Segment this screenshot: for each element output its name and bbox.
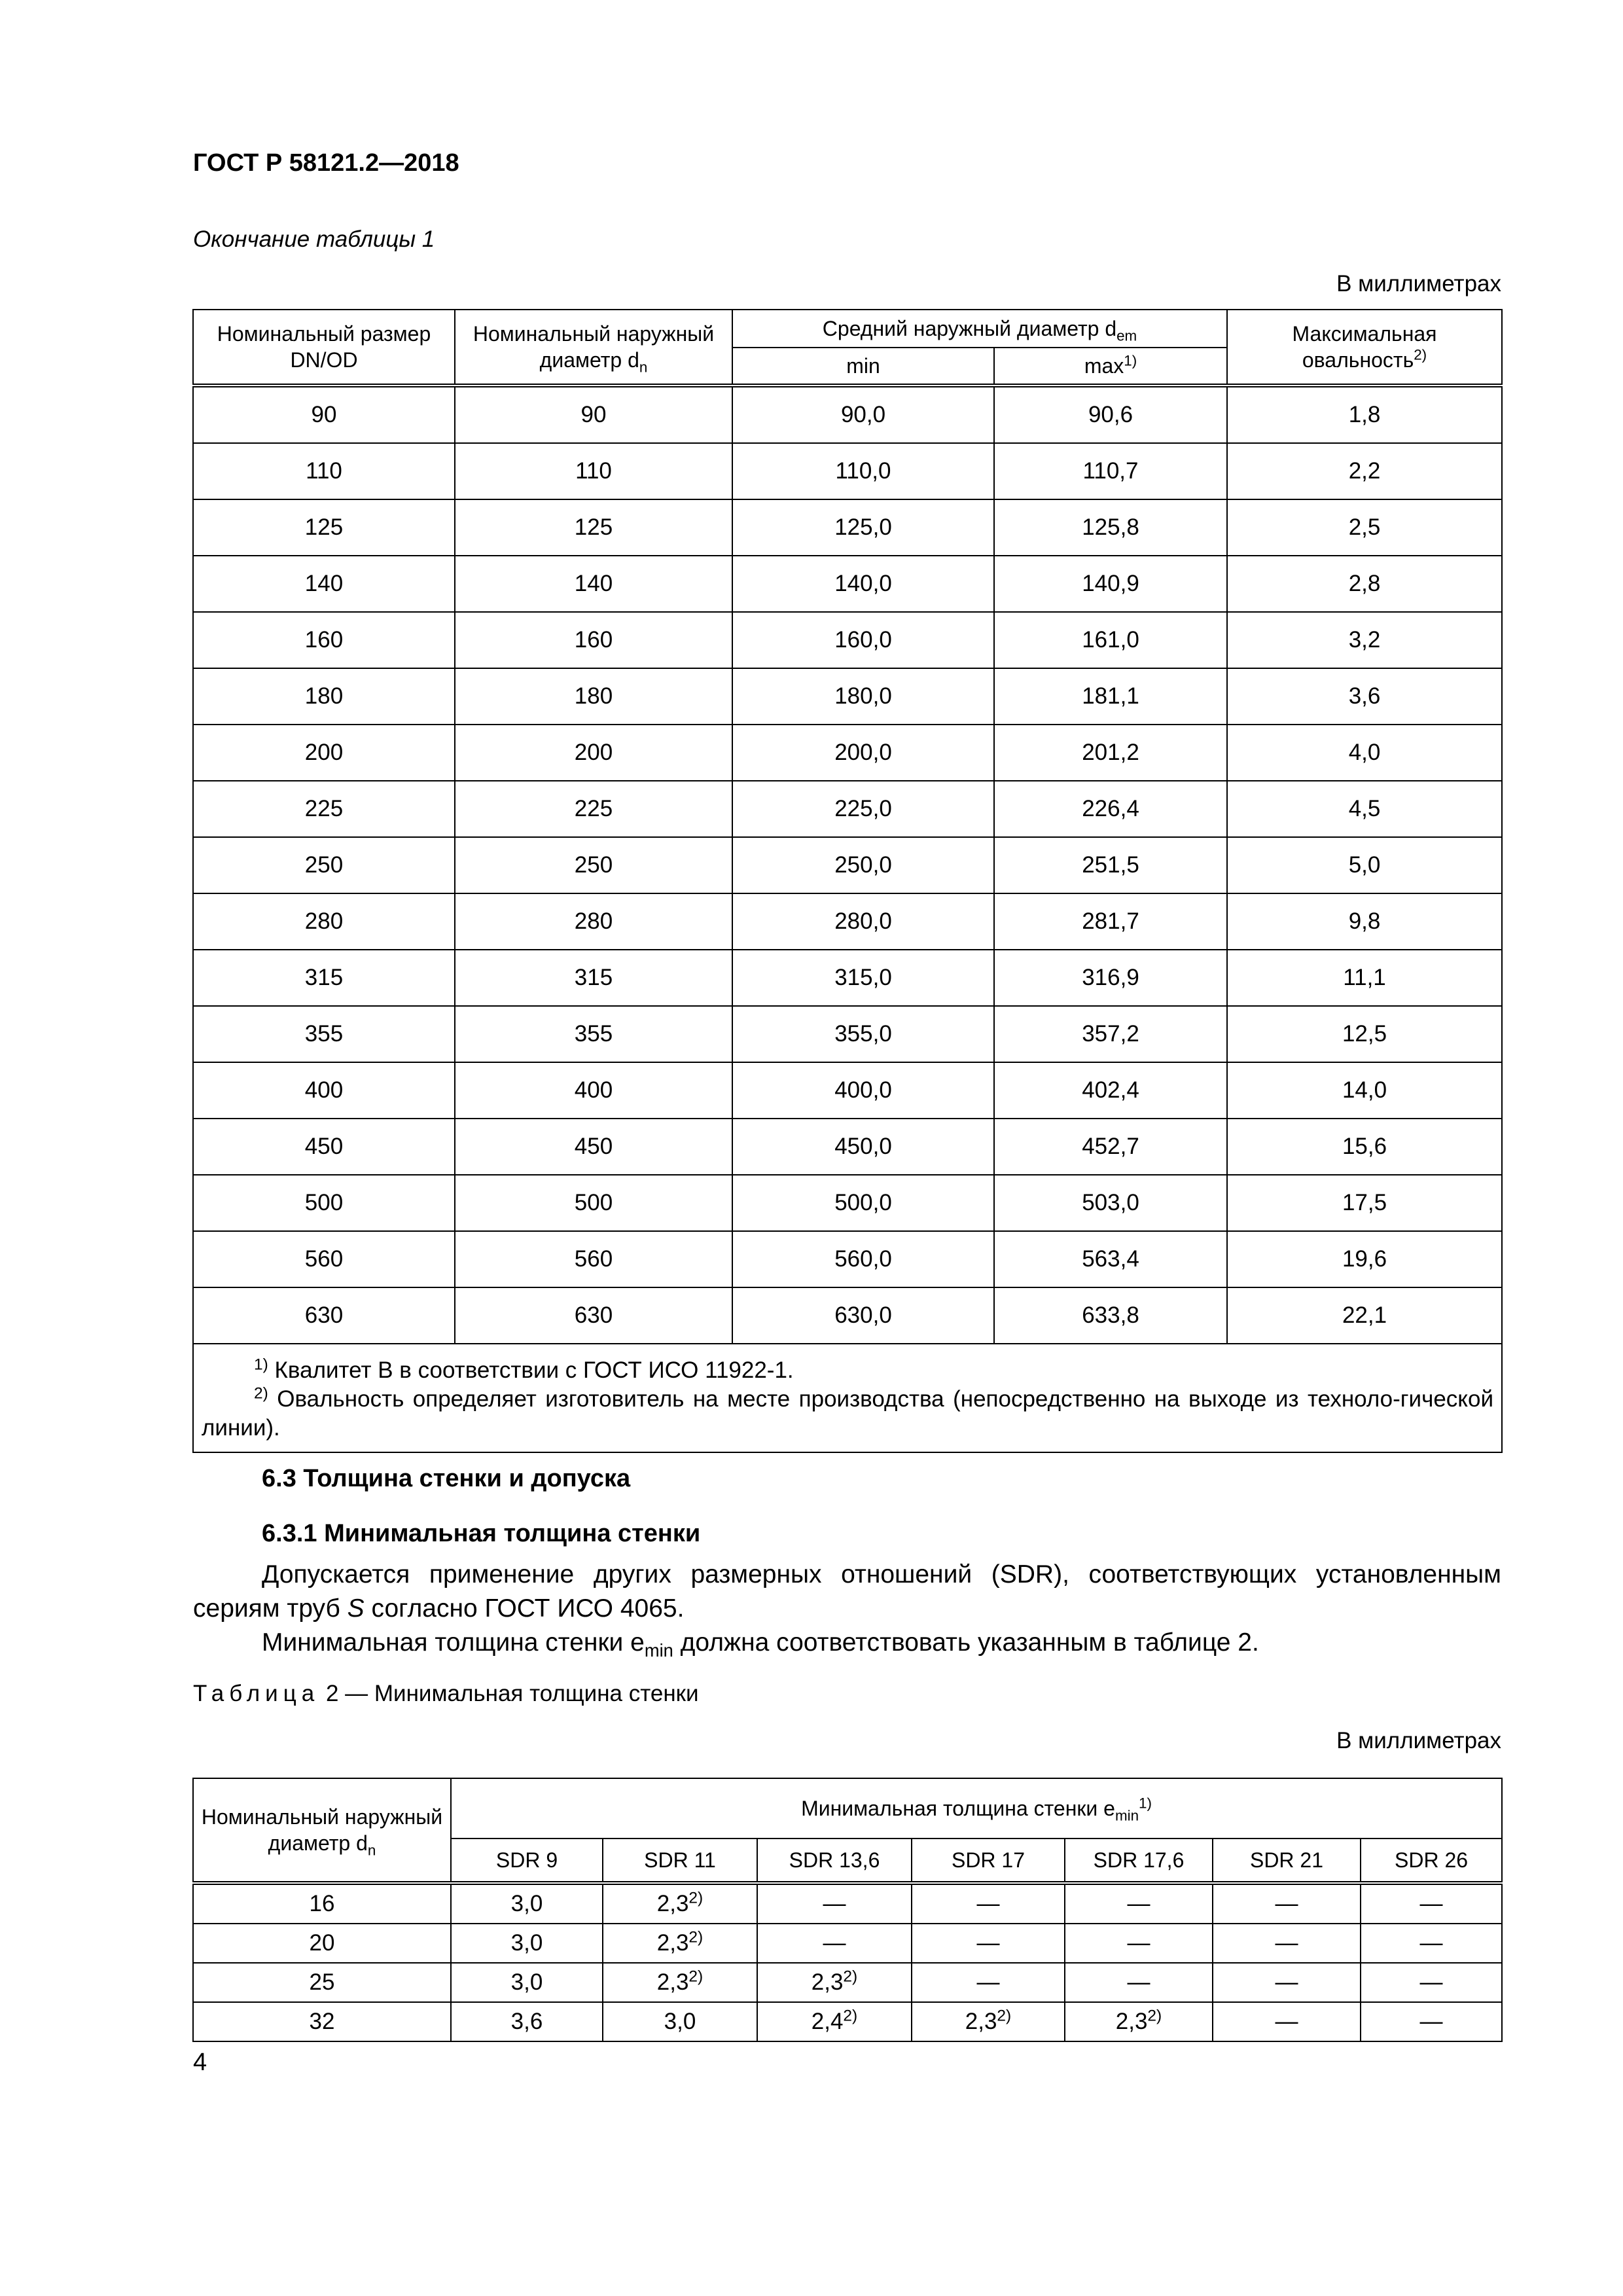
cell-min-wall: 3,0	[603, 2002, 757, 2041]
table-row	[193, 443, 1502, 499]
cell-max-ovality: 4,0	[1227, 725, 1502, 781]
table-row	[193, 668, 1502, 725]
cell-mean-od-max: 201,2	[994, 725, 1227, 781]
cell-nominal-od: 200	[455, 725, 732, 781]
table-row	[193, 556, 1502, 612]
cell-nominal-od: 25	[193, 1963, 451, 2002]
cell-mean-od-max: 452,7	[994, 1119, 1227, 1175]
cell-mean-od-min: 630,0	[732, 1287, 994, 1344]
cell-dn-od: 500	[193, 1175, 455, 1231]
cell-max-ovality: 2,8	[1227, 556, 1502, 612]
table-row	[193, 837, 1502, 893]
table1-notes	[193, 1344, 1502, 1452]
cell-mean-od-min: 225,0	[732, 781, 994, 837]
cell-min-wall: 2,4$^{2)}$	[757, 2002, 912, 2041]
cell-dn-od: 560	[193, 1231, 455, 1287]
cell-dn-od: 160	[193, 612, 455, 668]
table-row	[193, 1175, 1502, 1231]
table-row	[193, 1062, 1502, 1119]
table-row	[193, 781, 1502, 837]
cell-min-wall: —	[757, 1924, 912, 1963]
cell-mean-od-min: 250,0	[732, 837, 994, 893]
cell-min-wall: 3,6	[451, 2002, 603, 2041]
cell-mean-od-max: 110,7	[994, 443, 1227, 499]
cell-max-ovality: 5,0	[1227, 837, 1502, 893]
cell-mean-od-min: 450,0	[732, 1119, 994, 1175]
cell-dn-od: 315	[193, 950, 455, 1006]
table-row	[193, 893, 1502, 950]
cell-dn-od: 400	[193, 1062, 455, 1119]
cell-nominal-od: 250	[455, 837, 732, 893]
cell-dn-od: 280	[193, 893, 455, 950]
page-number: 4	[193, 2049, 207, 2076]
cell-nominal-od: 90	[455, 386, 732, 443]
header-sdr: SDR 9	[451, 1839, 603, 1883]
header-mean-od: Средний наружный диаметр $d_{em}$	[732, 310, 1227, 348]
cell-nominal-od: 110	[455, 443, 732, 499]
cell-dn-od: 90	[193, 386, 455, 443]
table1-note-1: $^{1)}$ Квалитет В в соответствии с ГОСТ ИСО 11922-1.	[254, 1355, 794, 1383]
cell-min-wall: 3,0	[451, 1924, 603, 1963]
cell-dn-od: 125	[193, 499, 455, 556]
table-row	[193, 1883, 1502, 1924]
table1-note-2: $^{2)}$ Овальность определяет изготовитель на месте производства (непосредственно на выходе из техноло-гической линии).	[202, 1384, 1494, 1441]
header-min-wall-thickness: Минимальная толщина стенки $e_{min}^{1)}$	[451, 1778, 1502, 1839]
cell-min-wall: 3,0	[451, 1883, 603, 1924]
cell-max-ovality: 14,0	[1227, 1062, 1502, 1119]
cell-max-ovality: 2,2	[1227, 443, 1502, 499]
header-sdr: SDR 17	[912, 1839, 1065, 1883]
cell-nominal-od: 400	[455, 1062, 732, 1119]
paragraph-sdr: Допускается применение других размерных отношений (SDR), соответствующих установленным сериям труб S согласно ГОСТ ИСО 4065.	[193, 1560, 1501, 1623]
cell-mean-od-max: 402,4	[994, 1062, 1227, 1119]
cell-mean-od-max: 140,9	[994, 556, 1227, 612]
cell-mean-od-min: 400,0	[732, 1062, 994, 1119]
cell-mean-od-max: 633,8	[994, 1287, 1227, 1344]
cell-mean-od-max: 181,1	[994, 668, 1227, 725]
cell-mean-od-max: 251,5	[994, 837, 1227, 893]
cell-min-wall: —	[912, 1883, 1065, 1924]
cell-max-ovality: 9,8	[1227, 893, 1502, 950]
cell-mean-od-max: 161,0	[994, 612, 1227, 668]
cell-mean-od-max: 281,7	[994, 893, 1227, 950]
header-sdr: SDR 26	[1361, 1839, 1502, 1883]
table1-units: В миллиметрах	[1336, 271, 1501, 296]
cell-min-wall: 2,3$^{2)}$	[757, 1963, 912, 2002]
section-heading-6-3-1: 6.3.1 Минимальная толщина стенки	[262, 1520, 701, 1547]
document-header: ГОСТ Р 58121.2—2018	[193, 149, 459, 177]
cell-max-ovality: 2,5	[1227, 499, 1502, 556]
cell-max-ovality: 15,6	[1227, 1119, 1502, 1175]
cell-mean-od-min: 140,0	[732, 556, 994, 612]
header-max-ovality: Максимальная овальность$^{2)}$	[1227, 310, 1502, 386]
cell-mean-od-min: 315,0	[732, 950, 994, 1006]
cell-mean-od-max: 357,2	[994, 1006, 1227, 1062]
cell-min-wall: —	[1213, 1963, 1361, 2002]
cell-dn-od: 250	[193, 837, 455, 893]
cell-dn-od: 140	[193, 556, 455, 612]
header-max: $\max^{1)}$	[994, 348, 1227, 386]
table-row	[193, 1119, 1502, 1175]
header-min: min	[732, 348, 994, 386]
table-row	[193, 1924, 1502, 1963]
cell-min-wall: 2,3$^{2)}$	[1065, 2002, 1213, 2041]
cell-mean-od-max: 226,4	[994, 781, 1227, 837]
cell-min-wall: —	[1213, 1883, 1361, 1924]
cell-min-wall: —	[1065, 1963, 1213, 2002]
cell-max-ovality: 17,5	[1227, 1175, 1502, 1231]
cell-nominal-od: 180	[455, 668, 732, 725]
cell-mean-od-min: 90,0	[732, 386, 994, 443]
cell-mean-od-min: 500,0	[732, 1175, 994, 1231]
section-heading-6-3: 6.3 Толщина стенки и допуска	[262, 1465, 631, 1492]
table-row	[193, 725, 1502, 781]
cell-mean-od-max: 125,8	[994, 499, 1227, 556]
table-row	[193, 386, 1502, 443]
cell-nominal-od: 160	[455, 612, 732, 668]
cell-min-wall: —	[1065, 1924, 1213, 1963]
cell-nominal-od: 355	[455, 1006, 732, 1062]
cell-dn-od: 180	[193, 668, 455, 725]
cell-mean-od-min: 200,0	[732, 725, 994, 781]
cell-nominal-od: 16	[193, 1883, 451, 1924]
cell-nominal-od: 560	[455, 1231, 732, 1287]
table1-continuation-label: Окончание таблицы 1	[193, 226, 435, 252]
table2-caption: Таблица 2 — Минимальная толщина стенки	[193, 1681, 699, 1706]
cell-dn-od: 225	[193, 781, 455, 837]
cell-nominal-od: 280	[455, 893, 732, 950]
cell-dn-od: 450	[193, 1119, 455, 1175]
table-row	[193, 2002, 1502, 2041]
cell-dn-od: 630	[193, 1287, 455, 1344]
header-dn-od: Номинальный размер DN/OD	[193, 310, 455, 386]
cell-max-ovality: 12,5	[1227, 1006, 1502, 1062]
header-sdr: SDR 21	[1213, 1839, 1361, 1883]
cell-max-ovality: 4,5	[1227, 781, 1502, 837]
cell-max-ovality: 22,1	[1227, 1287, 1502, 1344]
cell-nominal-od: 315	[455, 950, 732, 1006]
cell-mean-od-min: 355,0	[732, 1006, 994, 1062]
cell-nominal-od: 450	[455, 1119, 732, 1175]
cell-min-wall: —	[757, 1883, 912, 1924]
header-nominal-od: Номинальный наружный диаметр $d_n$	[455, 310, 732, 386]
cell-mean-od-max: 90,6	[994, 386, 1227, 443]
cell-mean-od-min: 560,0	[732, 1231, 994, 1287]
cell-min-wall: —	[912, 1963, 1065, 2002]
cell-min-wall: 3,0	[451, 1963, 603, 2002]
header-nominal-od: Номинальный наружный диаметр $d_n$	[193, 1778, 451, 1883]
cell-nominal-od: 140	[455, 556, 732, 612]
cell-nominal-od: 225	[455, 781, 732, 837]
cell-min-wall: 2,3$^{2)}$	[912, 2002, 1065, 2041]
table-row	[193, 499, 1502, 556]
cell-max-ovality: 3,6	[1227, 668, 1502, 725]
cell-mean-od-max: 316,9	[994, 950, 1227, 1006]
cell-min-wall: —	[1213, 2002, 1361, 2041]
table-row	[193, 1287, 1502, 1344]
cell-dn-od: 110	[193, 443, 455, 499]
header-sdr: SDR 11	[603, 1839, 757, 1883]
table2-body	[193, 1883, 1502, 2041]
cell-nominal-od: 20	[193, 1924, 451, 1963]
cell-mean-od-max: 563,4	[994, 1231, 1227, 1287]
cell-max-ovality: 19,6	[1227, 1231, 1502, 1287]
cell-min-wall: —	[1361, 1963, 1502, 2002]
cell-nominal-od: 630	[455, 1287, 732, 1344]
cell-nominal-od: 32	[193, 2002, 451, 2041]
cell-min-wall: 2,3$^{2)}$	[603, 1963, 757, 2002]
table2-units: В миллиметрах	[1336, 1728, 1501, 1753]
header-sdr: SDR 13,6	[757, 1839, 912, 1883]
cell-min-wall: —	[1361, 1924, 1502, 1963]
cell-mean-od-min: 110,0	[732, 443, 994, 499]
paragraph-min-wall: Минимальная толщина стенки $e_{min}$ должна соответствовать указанным в таблице 2.	[262, 1628, 1259, 1660]
cell-min-wall: —	[1361, 1883, 1502, 1924]
cell-min-wall: 2,3$^{2)}$	[603, 1883, 757, 1924]
table-row	[193, 612, 1502, 668]
header-sdr: SDR 17,6	[1065, 1839, 1213, 1883]
cell-mean-od-max: 503,0	[994, 1175, 1227, 1231]
table-row	[193, 1006, 1502, 1062]
cell-mean-od-min: 125,0	[732, 499, 994, 556]
cell-nominal-od: 125	[455, 499, 732, 556]
table1-dimensions	[192, 309, 1503, 1453]
cell-mean-od-min: 280,0	[732, 893, 994, 950]
table2-min-wall-thickness	[192, 1778, 1503, 2042]
table-row	[193, 1963, 1502, 2002]
cell-min-wall: —	[912, 1924, 1065, 1963]
cell-min-wall: —	[1065, 1883, 1213, 1924]
cell-min-wall: —	[1361, 2002, 1502, 2041]
cell-dn-od: 200	[193, 725, 455, 781]
table-row	[193, 1231, 1502, 1287]
table1-body	[193, 386, 1502, 1344]
cell-nominal-od: 500	[455, 1175, 732, 1231]
cell-min-wall: —	[1213, 1924, 1361, 1963]
table-row	[193, 950, 1502, 1006]
cell-mean-od-min: 160,0	[732, 612, 994, 668]
cell-max-ovality: 11,1	[1227, 950, 1502, 1006]
cell-min-wall: 2,3$^{2)}$	[603, 1924, 757, 1963]
cell-max-ovality: 3,2	[1227, 612, 1502, 668]
cell-dn-od: 355	[193, 1006, 455, 1062]
cell-max-ovality: 1,8	[1227, 386, 1502, 443]
cell-mean-od-min: 180,0	[732, 668, 994, 725]
